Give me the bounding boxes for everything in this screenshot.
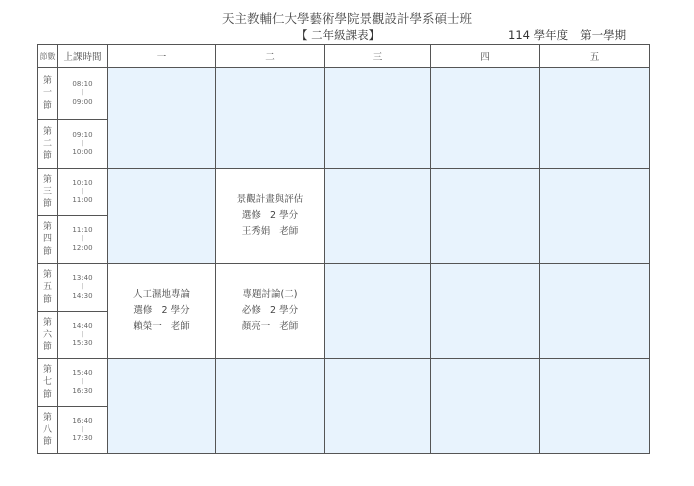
course-teacher: 王秀娟 老師 — [241, 226, 299, 238]
period-label-char: 第 — [42, 76, 52, 87]
period-time: 13:40 | 14:30 — [58, 264, 108, 312]
period-label — [38, 216, 58, 264]
period-label — [38, 264, 58, 312]
day-header-thu: 四 — [431, 45, 540, 68]
course-name: 景觀計畫與評估 — [236, 193, 304, 205]
slot-thu-p1-2 — [431, 68, 540, 169]
period-label-char: 六 — [42, 329, 52, 340]
period-label-char: 節 — [42, 437, 52, 448]
period-label-char: 第 — [42, 222, 52, 233]
slot-mon-p3-4 — [108, 169, 216, 264]
period-row-3 — [38, 169, 650, 216]
period-time: 15:40 | 16:30 — [58, 359, 108, 407]
period-label — [38, 169, 58, 216]
period-label — [38, 120, 58, 169]
course-name: 專題討論(二) — [242, 288, 298, 300]
day-header-fri: 五 — [540, 45, 650, 68]
slot-wed-p3-4 — [325, 169, 431, 264]
period-label-char: 七 — [42, 377, 52, 388]
period-label-char: 節 — [42, 100, 52, 111]
course-name: 人工濕地專論 — [132, 288, 190, 300]
slot-thu-p7-8 — [431, 359, 540, 454]
period-label-char: 節 — [42, 246, 52, 257]
course-teacher: 顏亮一 老師 — [241, 321, 299, 333]
day-header-tue: 二 — [216, 45, 325, 68]
slot-wed-p1-2 — [325, 68, 431, 169]
day-header-wed: 三 — [325, 45, 431, 68]
period-label-char: 節 — [42, 199, 52, 210]
course-teacher: 賴榮一 老師 — [133, 321, 190, 333]
period-row-1 — [38, 68, 650, 120]
page-title: 天主教輔仁大學藝術學院景觀設計學系碩士班 — [221, 11, 472, 26]
period-label-char: 第 — [42, 365, 52, 376]
period-label — [38, 359, 58, 407]
slot-mon-p7-8 — [108, 359, 216, 454]
period-time: 10:10 | 11:00 — [58, 169, 108, 216]
course-credits: 選修 2 學分 — [133, 304, 190, 316]
period-time: 11:10 | 12:00 — [58, 216, 108, 264]
period-label-char: 節 — [42, 389, 52, 400]
period-label-char: 節 — [42, 294, 52, 305]
course-credits: 必修 2 學分 — [241, 304, 299, 316]
academic-term — [508, 27, 638, 43]
period-time: 09:10 | 10:00 — [58, 120, 108, 169]
day-header-mon: 一 — [108, 45, 216, 68]
slot-wed-p7-8 — [325, 359, 431, 454]
period-time: 14:40 | 15:30 — [58, 312, 108, 359]
slot-fri-p7-8 — [540, 359, 650, 454]
period-label — [38, 312, 58, 359]
period-label-char: 二 — [42, 138, 52, 149]
academic-year: 114 學年度 — [508, 28, 569, 42]
period-label-char: 一 — [42, 88, 52, 99]
period-label — [38, 407, 58, 454]
period-label-char: 節 — [42, 151, 52, 162]
period-label — [38, 68, 58, 120]
period-row-7 — [38, 359, 650, 407]
semester: 第一學期 — [580, 28, 627, 42]
period-column-header: 節數 — [38, 45, 58, 68]
course-thesis-seminar[interactable] — [216, 264, 325, 359]
slot-fri-p3-4 — [540, 169, 650, 264]
header-row — [38, 45, 650, 68]
period-label-char: 第 — [42, 317, 52, 328]
period-label-char: 第 — [42, 412, 52, 423]
period-label-char: 第 — [42, 270, 52, 281]
course-landscape-planning[interactable] — [216, 169, 325, 264]
period-label-char: 第 — [42, 126, 52, 137]
slot-tue-p7-8 — [216, 359, 325, 454]
period-label-char: 節 — [42, 342, 52, 353]
schedule-table — [37, 44, 650, 454]
page-subtitle: 【 二年級課表】 — [296, 28, 381, 42]
period-label-char: 第 — [42, 174, 52, 185]
period-label-char: 三 — [42, 186, 52, 197]
slot-fri-p1-2 — [540, 68, 650, 169]
slot-wed-p5-6 — [325, 264, 431, 359]
course-wetland-seminar[interactable] — [108, 264, 216, 359]
time-column-header: 上課時間 — [58, 45, 108, 68]
period-label-char: 八 — [42, 424, 52, 435]
course-credits: 選修 2 學分 — [241, 209, 299, 221]
period-label-char: 五 — [42, 282, 52, 293]
slot-fri-p5-6 — [540, 264, 650, 359]
slot-thu-p5-6 — [431, 264, 540, 359]
slot-thu-p3-4 — [431, 169, 540, 264]
period-time: 16:40 | 17:30 — [58, 407, 108, 454]
slot-tue-p1-2 — [216, 68, 325, 169]
period-label-char: 四 — [42, 234, 52, 245]
slot-mon-p1-2 — [108, 68, 216, 169]
period-row-5 — [38, 264, 650, 312]
period-time: 08:10 | 09:00 — [58, 68, 108, 120]
